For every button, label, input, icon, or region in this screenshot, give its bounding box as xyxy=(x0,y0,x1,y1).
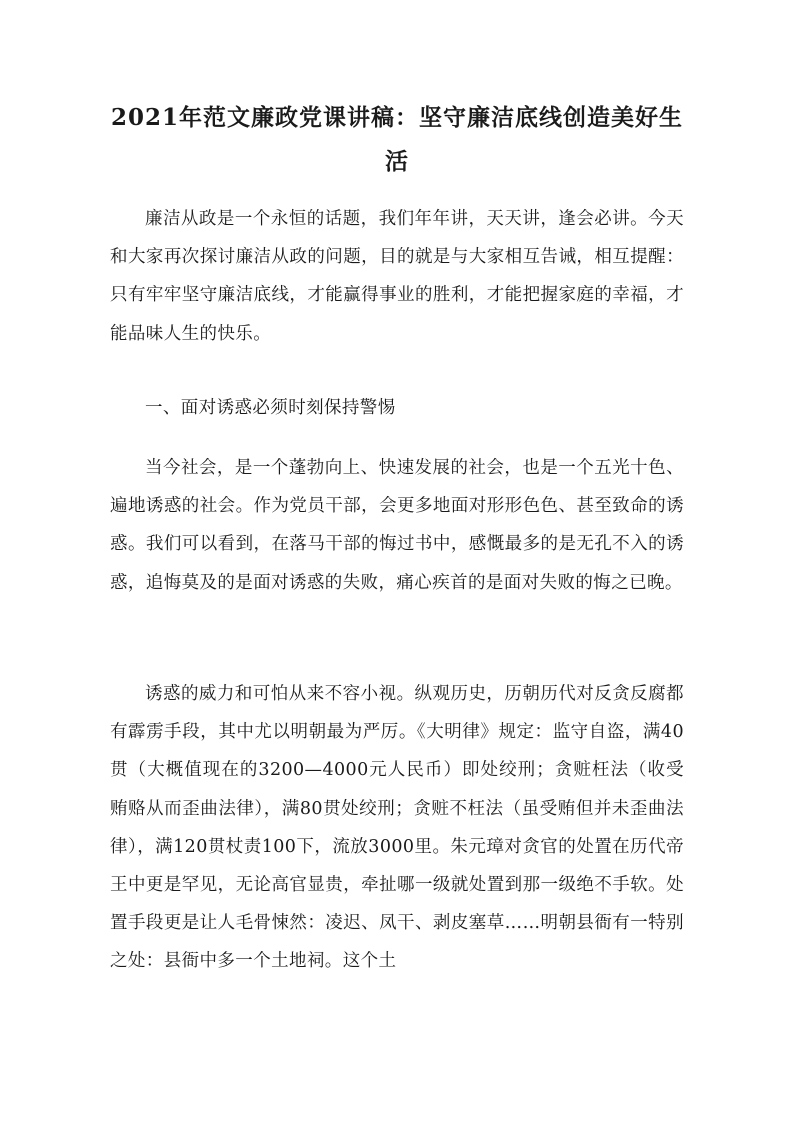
section-heading: 一、面对诱惑必须时刻保持警惕 xyxy=(145,398,396,418)
body-paragraph: 诱惑的威力和可怕从来不容小视。纵观历史，历朝历代对反贪反腐都有霹雳手段，其中尤以明朝最为严厉。《大明律》规定：监守自盗，满40贯（大概值现在的3200—4000元人民币）即处绞刑；贪赃枉法（收受贿赂从而歪曲法律），满80贯处绞刑；贪赃不枉法（虽受贿但并未歪曲法律），满120贯杖责100下，流放3000里。朱元璋对贪官的处置在历代帝王中更是罕见，无论高官显贵，牵扯哪一级就处置到那一级绝不手软。处置手段更是让人毛骨悚然：凌迟、凤干、剥皮塞草……明朝县衙有一特别之处：县衙中多一个土地祠。这个土 xyxy=(110,684,684,972)
document-title: 2021年范文廉政党课讲稿：坚守廉洁底线创造美好生活 xyxy=(110,104,683,175)
intro-paragraph: 廉洁从政是一个永恒的话题，我们年年讲，天天讲，逢会必讲。今天和大家再次探讨廉洁从政的问题，目的就是与大家相互告诫，相互提醒：只有牢牢坚守廉洁底线，才能赢得事业的胜利，才能把握家庭的幸福，才能品味人生的快乐。 xyxy=(110,209,684,344)
body-paragraph: 当今社会，是一个蓬勃向上、快速发展的社会，也是一个五光十色、遍地诱惑的社会。作为党员干部，会更多地面对形形色色、甚至致命的诱惑。我们可以看到，在落马干部的悔过书中，感慨最多的是无孔不入的诱惑，追悔莫及的是面对诱惑的失败，痛心疾首的是面对失败的悔之已晚。 xyxy=(110,458,684,593)
